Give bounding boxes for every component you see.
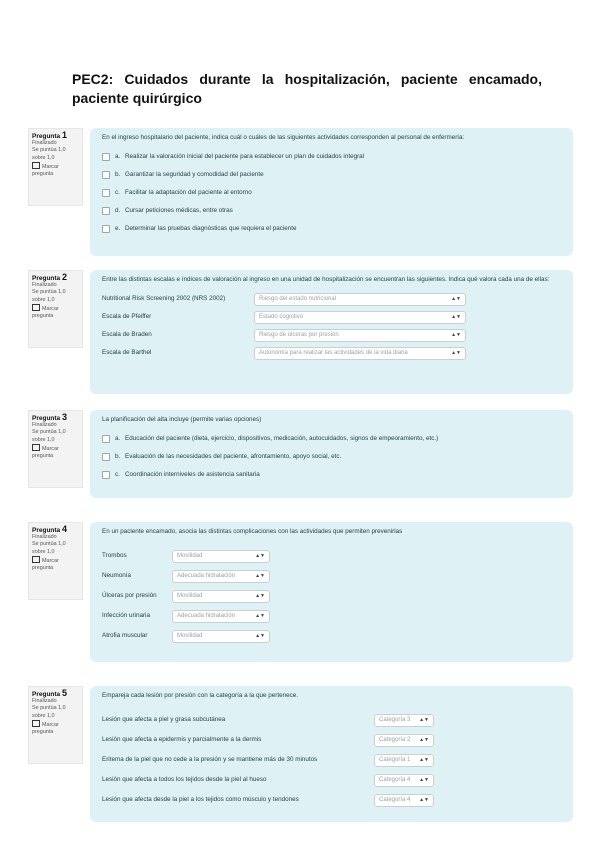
match-select[interactable]: Categoría 1 ▲▼	[374, 754, 434, 767]
select-arrow-icon: ▲▼	[451, 332, 461, 338]
flag-icon	[32, 720, 40, 727]
match-select[interactable]: Categoría 2 ▲▼	[374, 734, 434, 747]
flag-question-link[interactable]: Marcar pregunta	[32, 163, 59, 178]
question-status: Finalizado	[32, 698, 57, 705]
answer-option[interactable]: b. Evaluación de las necesidades del paciente, afrontamiento, apoyo social, etc.	[102, 448, 563, 466]
question-status: Finalizado	[32, 534, 57, 541]
match-row: Nutritional Risk Screening 2002 (NRS 2002) Riesgo del estado nutricional ▲▼	[102, 290, 563, 308]
question-score: Se puntúa 1,0 sobre 1,0	[32, 289, 66, 303]
question-text: En el ingreso hospitalario del paciente, indica cuál o cuáles de las siguientes actividades corresponden al personal de enfermería:	[102, 134, 465, 141]
question-score: Se puntúa 1,0 sobre 1,0	[32, 541, 66, 555]
select-arrow-icon: ▲▼	[419, 797, 429, 803]
question-status: Finalizado	[32, 140, 57, 147]
question-status: Finalizado	[32, 422, 57, 429]
checkbox[interactable]	[102, 153, 110, 161]
question-label: Pregunta	[32, 133, 61, 140]
match-row: Neumonía Adecuada hidratación ▲▼	[102, 566, 563, 586]
answer-option[interactable]: d. Cursar peticiones médicas, entre otras	[102, 202, 563, 220]
checkbox[interactable]	[102, 453, 110, 461]
match-row: Escala de Pfeiffer Estado cognitivo ▲▼	[102, 308, 563, 326]
question-text: La planificación del alta incluye (permite varias opciones)	[102, 416, 262, 423]
match-row: Escala de Barthel Autonomía para realizar las actividades de la vida diaria ▲▼	[102, 344, 563, 362]
question-info	[28, 128, 83, 206]
flag-question-link[interactable]: Marcar pregunta	[32, 445, 59, 460]
match-row: Lesión que afecta desde la piel a los tejidos como músculo y tendones Categoría 4 ▲▼	[102, 790, 563, 810]
match-select[interactable]: Autonomía para realizar las actividades de la vida diaria ▲▼	[254, 347, 466, 360]
checkbox[interactable]	[102, 171, 110, 179]
match-select[interactable]: Adecuada hidratación ▲▼	[172, 570, 270, 583]
question-number: 5	[61, 688, 67, 698]
match-select[interactable]: Movilidad ▲▼	[172, 630, 270, 643]
flag-icon	[32, 162, 40, 169]
question-info: Pregunta 5 Finalizado Se puntúa 1,0 sobre 1,0 Marcar pregunta	[28, 686, 83, 764]
match-select[interactable]: Categoría 4 ▲▼	[374, 774, 434, 787]
match-row: Lesión que afecta a piel y grasa subcutánea Categoría 3 ▲▼	[102, 710, 563, 730]
question-score: Se puntúa 1,0 sobre 1,0	[32, 429, 66, 443]
match-select[interactable]: Movilidad ▲▼	[172, 550, 270, 563]
select-arrow-icon: ▲▼	[255, 553, 265, 559]
checkbox[interactable]	[102, 189, 110, 197]
select-arrow-icon: ▲▼	[255, 613, 265, 619]
question-content	[90, 410, 573, 498]
select-arrow-icon: ▲▼	[419, 777, 429, 783]
select-arrow-icon: ▲▼	[419, 717, 429, 723]
match-select[interactable]: Riesgo del estado nutricional ▲▼	[254, 293, 466, 306]
flag-question-link[interactable]: Marcar pregunta	[32, 305, 59, 320]
flag-question-link[interactable]: Marcar pregunta	[32, 721, 59, 736]
flag-question-link[interactable]: Marcar pregunta	[32, 557, 59, 572]
checkbox[interactable]	[102, 435, 110, 443]
answer-option[interactable]: e. Determinar las pruebas diagnósticas que requiera el paciente	[102, 220, 563, 238]
question-number: 4	[61, 524, 67, 534]
question-number: 2	[61, 272, 67, 282]
select-arrow-icon: ▲▼	[255, 593, 265, 599]
match-row: Escala de Braden Riesgo de úlceras por presión ▲▼	[102, 326, 563, 344]
answer-option[interactable]: b. Garantizar la seguridad y comodidad del paciente	[102, 166, 563, 184]
question-info: Pregunta 3 Finalizado Se puntúa 1,0 sobre 1,0 Marcar pregunta	[28, 410, 83, 488]
select-arrow-icon: ▲▼	[255, 573, 265, 579]
question-info: Pregunta 2 Finalizado Se puntúa 1,0 sobre 1,0 Marcar pregunta	[28, 270, 83, 348]
checkbox[interactable]	[102, 471, 110, 479]
question-content	[90, 270, 573, 394]
select-arrow-icon: ▲▼	[451, 296, 461, 302]
answer-option[interactable]: c. Coordinación interniveles de asistencia sanitaria	[102, 466, 563, 484]
match-row: Infección urinaria Adecuada hidratación ▲▼	[102, 606, 563, 626]
match-select[interactable]: Categoría 3 ▲▼	[374, 714, 434, 727]
question-content	[90, 686, 573, 822]
match-row: Úlceras por presión Movilidad ▲▼	[102, 586, 563, 606]
checkbox[interactable]	[102, 225, 110, 233]
select-arrow-icon: ▲▼	[419, 757, 429, 763]
match-row: Lesión que afecta a epidermis y parcialmente a la dermis Categoría 2 ▲▼	[102, 730, 563, 750]
answer-option[interactable]: a. Educación del paciente (dieta, ejercicio, dispositivos, medicación, autocuidados, signos de empeoramiento, etc.)	[102, 430, 563, 448]
answer-option[interactable]: a. Realizar la valoración inicial del paciente para establecer un plan de cuidados integral	[102, 148, 563, 166]
question-status: Finalizado	[32, 282, 57, 289]
flag-icon	[32, 556, 40, 563]
question-text: En un paciente encamado, asocia las distintas complicaciones con las actividades que permiten prevenirlas	[102, 528, 403, 535]
question-number: 1	[61, 130, 67, 140]
flag-icon	[32, 304, 40, 311]
match-select[interactable]: Adecuada hidratación ▲▼	[172, 610, 270, 623]
select-arrow-icon: ▲▼	[451, 314, 461, 320]
match-select[interactable]: Movilidad ▲▼	[172, 590, 270, 603]
question-text: Empareja cada lesión por presión con la categoría a la que pertenece.	[102, 692, 299, 699]
flag-icon	[32, 444, 40, 451]
match-row: Eritema de la piel que no cede a la presión y se mantiene más de 30 minutos Categoría 1 ▲▼	[102, 750, 563, 770]
question-info: Pregunta 4 Finalizado Se puntúa 1,0 sobre 1,0 Marcar pregunta	[28, 522, 83, 600]
match-select[interactable]: Categoría 4 ▲▼	[374, 794, 434, 807]
select-arrow-icon: ▲▼	[255, 633, 265, 639]
match-row: Lesión que afecta a todos los tejidos desde la piel al hueso Categoría 4 ▲▼	[102, 770, 563, 790]
question-text: Entre las distintas escalas e índices de valoración al ingreso en una unidad de hospitalización se encuentran las siguientes. Indica qué valora cada una de ellas:	[102, 276, 550, 283]
checkbox[interactable]	[102, 207, 110, 215]
answer-option[interactable]: c. Facilitar la adaptación del paciente al entorno	[102, 184, 563, 202]
select-arrow-icon: ▲▼	[419, 737, 429, 743]
question-score: Se puntúa 1,0 sobre 1,0	[32, 705, 66, 719]
match-row: Atrofia muscular Movilidad ▲▼	[102, 626, 563, 646]
match-select[interactable]: Estado cognitivo ▲▼	[254, 311, 466, 324]
match-row: Trombos Movilidad ▲▼	[102, 546, 563, 566]
select-arrow-icon: ▲▼	[451, 350, 461, 356]
question-content	[90, 128, 573, 256]
question-number: 3	[61, 412, 67, 422]
match-select[interactable]: Riesgo de úlceras por presión ▲▼	[254, 329, 466, 342]
page-title: PEC2: Cuidados durante la hospitalización, paciente encamado, paciente quirúrgico	[72, 71, 542, 106]
question-score: Se puntúa 1,0 sobre 1,0	[32, 147, 66, 161]
question-content	[90, 522, 573, 662]
